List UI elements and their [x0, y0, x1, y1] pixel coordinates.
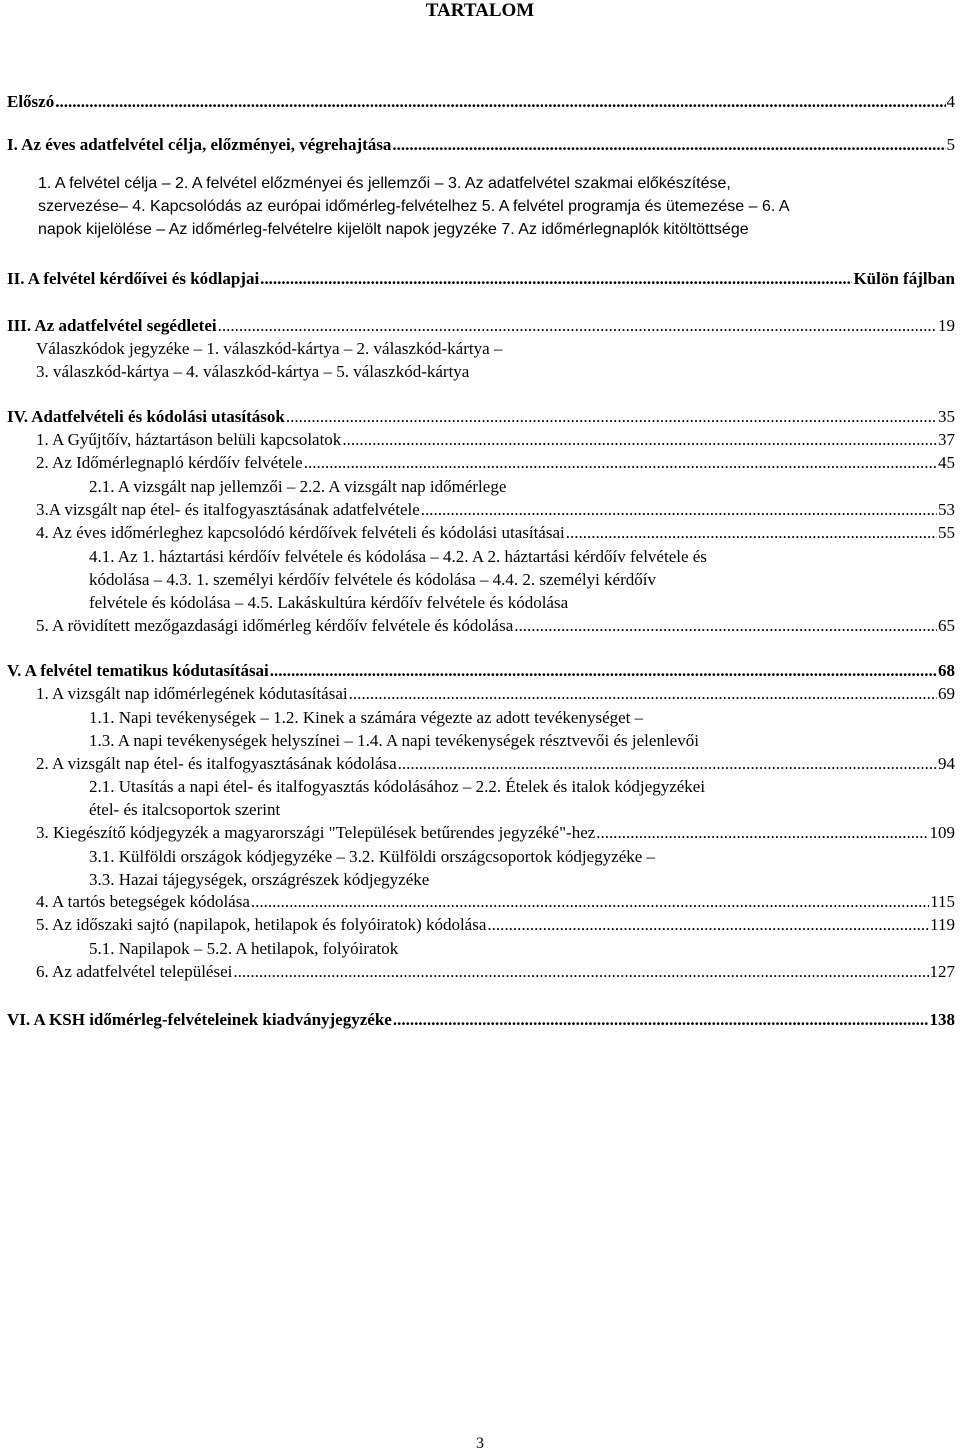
toc-leader	[596, 822, 928, 844]
toc-page-number: 68	[938, 661, 955, 680]
toc-entry-label: 2. Az Időmérlegnapló kérdőív felvétele	[36, 453, 303, 472]
toc-page-number: 5	[946, 135, 955, 154]
toc-subline: 5.1. Napilapok – 5.2. A hetilapok, folyóiratok	[89, 939, 399, 958]
toc-entry-label: II. A felvétel kérdőívei és kódlapjai	[7, 269, 260, 288]
toc-entry	[36, 961, 955, 983]
toc-entry-chapter-1	[7, 134, 955, 156]
toc-page-number: 69	[938, 684, 955, 703]
toc-page-number: 127	[929, 962, 955, 981]
toc-entry-chapter-3	[7, 315, 955, 337]
page-title: TARTALOM	[425, 0, 535, 21]
toc-subline: kódolása – 4.3. 1. személyi kérdőív felvétele és kódolása – 4.4. 2. személyi kérdőív	[89, 570, 656, 589]
toc-entry	[36, 914, 955, 936]
toc-leader	[393, 1009, 929, 1031]
toc-subline: 2.1. A vizsgált nap jellemzői – 2.2. A vizsgált nap időmérlege	[89, 477, 507, 496]
toc-leader	[270, 660, 937, 682]
toc-page-number: 37	[938, 430, 955, 449]
toc-subline: 1. A felvétel célja – 2. A felvétel előzményei és jellemzői – 3. Az adatfelvétel szakmai előkészítése,	[38, 175, 731, 192]
toc-page-number: 65	[938, 616, 955, 635]
toc-entry	[36, 822, 955, 844]
toc-entry-label: 1. A vizsgált nap időmérlegének kódutasításai	[36, 684, 348, 703]
toc-leader	[487, 914, 929, 936]
toc-leader	[233, 961, 928, 983]
toc-subline: napok kijelölése – Az időmérleg-felvételre kijelölt napok jegyzéke 7. Az időmérlegnaplók kitöltöttsége	[38, 221, 749, 238]
toc-entry	[36, 891, 955, 913]
toc-leader	[260, 268, 852, 290]
toc-entry-chapter-4	[7, 406, 955, 428]
toc-entry-label: 1. A Gyűjtőív, háztartáson belüli kapcsolatok	[36, 430, 342, 449]
toc-page-number: 35	[938, 407, 955, 426]
toc-subline: 3.1. Külföldi országok kódjegyzéke – 3.2. Külföldi országcsoportok kódjegyzéke –	[89, 847, 656, 866]
toc-leader	[398, 753, 937, 775]
page-number: 3	[476, 1435, 484, 1452]
toc-entry-label: 5. A rövidített mezőgazdasági időmérleg kérdőív felvétele és kódolása	[36, 616, 514, 635]
toc-entry	[36, 452, 955, 474]
toc-page-number: 19	[938, 316, 955, 335]
toc-entry-eloszo	[7, 91, 955, 113]
toc-entry	[36, 753, 955, 775]
toc-entry	[36, 615, 955, 637]
toc-leader	[55, 91, 945, 113]
toc-entry	[36, 522, 955, 544]
toc-page-number: 4	[946, 92, 955, 111]
toc-entry	[36, 429, 955, 451]
toc-page-number: 119	[930, 915, 955, 934]
toc-page-number: 53	[938, 500, 955, 519]
toc-subline: felvétele és kódolása – 4.5. Lakáskultúra kérdőív felvétele és kódolása	[89, 593, 569, 612]
toc-page-number: 45	[938, 453, 955, 472]
toc-entry-label: 4. A tartós betegségek kódolása	[36, 892, 250, 911]
toc-page-number: 109	[929, 823, 955, 842]
toc-entry-label: IV. Adatfelvételi és kódolási utasítások	[7, 407, 285, 426]
toc-entry-label: V. A felvétel tematikus kódutasításai	[7, 661, 269, 680]
toc-leader	[218, 315, 937, 337]
toc-entry-label: 3. Kiegészítő kódjegyzék a magyarországi "Települések betűrendes jegyzéké"-hez	[36, 823, 596, 842]
toc-entry-chapter-2	[7, 268, 955, 290]
toc-entry-label: III. Az adatfelvétel segédletei	[7, 316, 217, 335]
toc-subline: 1.3. A napi tevékenységek helyszínei – 1.4. A napi tevékenységek résztvevői és jelenlevői	[89, 731, 699, 750]
toc-subline: 1.1. Napi tevékenységek – 1.2. Kinek a számára végezte az adott tevékenységet –	[89, 708, 644, 727]
toc-subline: Válaszkódok jegyzéke – 1. válaszkód-kártya – 2. válaszkód-kártya –	[36, 339, 503, 358]
toc-subline: 3. válaszkód-kártya – 4. válaszkód-kártya – 5. válaszkód-kártya	[36, 362, 470, 381]
toc-leader	[286, 406, 937, 428]
toc-entry-chapter-5	[7, 660, 955, 682]
toc-entry-label: 3.A vizsgált nap étel- és italfogyasztásának adatfelvétele	[36, 500, 420, 519]
toc-leader	[251, 891, 929, 913]
toc-entry-label: 4. Az éves időmérleghez kapcsolódó kérdőívek felvételi és kódolási utasításai	[36, 523, 565, 542]
toc-leader	[392, 134, 945, 156]
toc-leader	[566, 522, 937, 544]
toc-page-number: 55	[938, 523, 955, 542]
toc-page-number: 115	[930, 892, 955, 911]
toc-leader	[514, 615, 937, 637]
toc-subline: 3.3. Hazai tájegységek, országrészek kódjegyzéke	[89, 870, 430, 889]
toc-subline: 4.1. Az 1. háztartási kérdőív felvétele és kódolása – 4.2. A 2. háztartási kérdőív felvétele és	[89, 547, 707, 566]
toc-page-number: 94	[938, 754, 955, 773]
toc-page-number: 138	[929, 1010, 955, 1029]
toc-entry-label: 5. Az időszaki sajtó (napilapok, hetilapok és folyóiratok) kódolása	[36, 915, 487, 934]
toc-entry-chapter-6	[7, 1009, 955, 1031]
toc-entry	[36, 683, 955, 705]
toc-leader	[342, 429, 937, 451]
toc-leader	[304, 452, 937, 474]
toc-subline: 2.1. Utasítás a napi étel- és italfogyasztás kódolásához – 2.2. Ételek és italok kódjegyzékei	[89, 777, 706, 796]
toc-entry-label: VI. A KSH időmérleg-felvételeinek kiadványjegyzéke	[7, 1010, 392, 1029]
toc-entry-label: I. Az éves adatfelvétel célja, előzményei, végrehajtása	[7, 135, 392, 154]
toc-leader	[421, 499, 937, 521]
toc-entry-label: 2. A vizsgált nap étel- és italfogyasztásának kódolása	[36, 754, 397, 773]
toc-leader	[349, 683, 937, 705]
toc-page-number: Külön fájlban	[853, 269, 955, 288]
toc-subline: szervezése– 4. Kapcsolódás az európai időmérleg-felvételhez 5. A felvétel programja és ütemezése – 6. A	[38, 198, 790, 215]
toc-subline: étel- és italcsoportok szerint	[89, 800, 281, 819]
toc-entry-label: 6. Az adatfelvétel települései	[36, 962, 233, 981]
toc-entry-label: Előszó	[7, 92, 55, 111]
toc-entry	[36, 499, 955, 521]
